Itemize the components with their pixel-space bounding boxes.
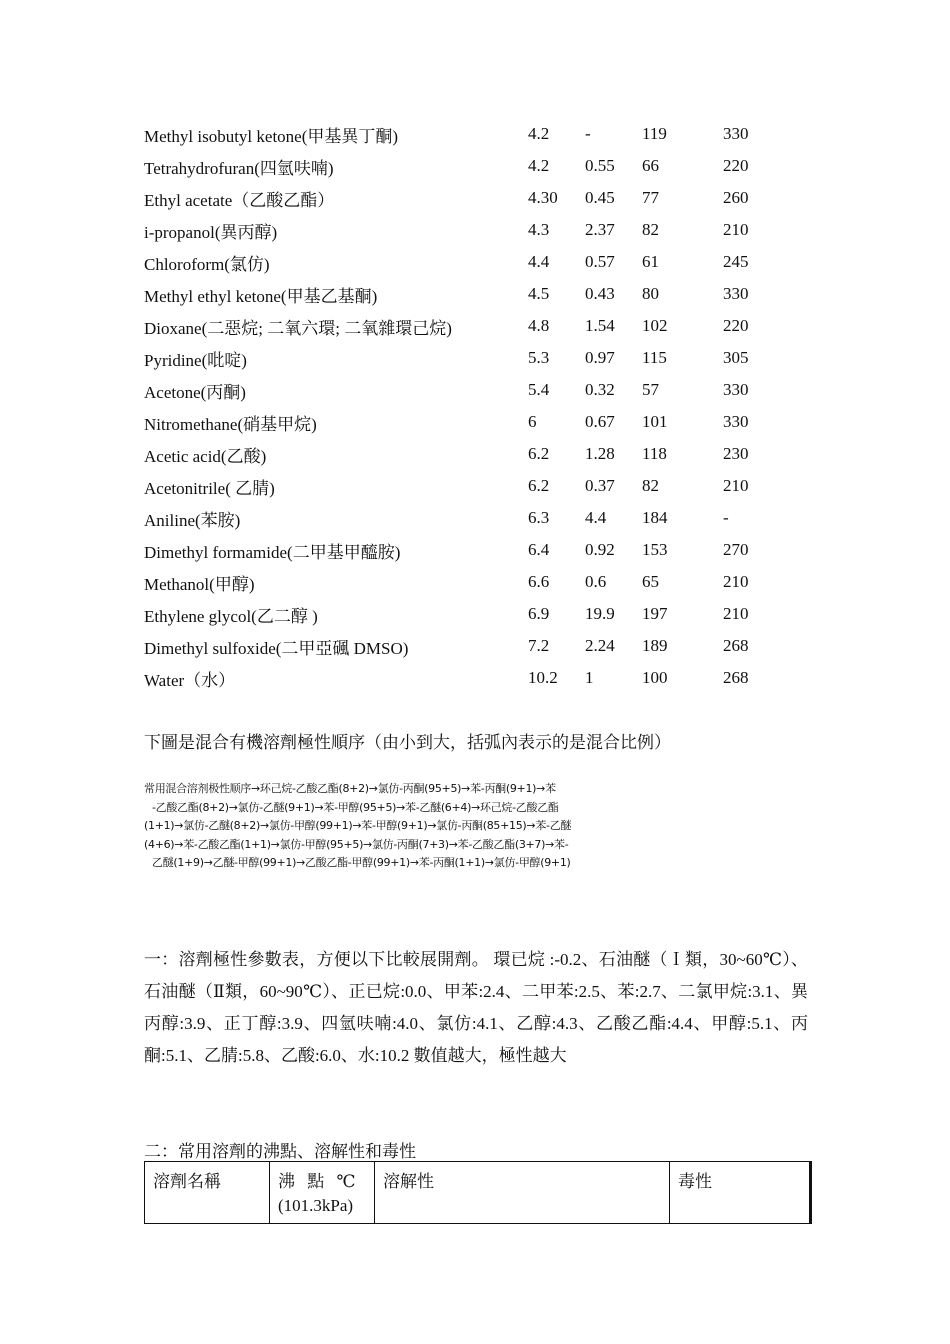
polarity-index-cell: 5.3 <box>528 348 550 367</box>
polarity-index-cell: 6.2 <box>528 476 550 495</box>
polarity-index-cell: 6.3 <box>528 508 550 527</box>
table-row <box>144 662 783 694</box>
boiling-point-cell: 100 <box>642 668 668 687</box>
uv-cutoff-cell: - <box>723 508 729 527</box>
viscosity-cell: 2.37 <box>585 220 615 239</box>
boiling-point-cell: 77 <box>642 188 659 207</box>
viscosity-cell: 0.67 <box>585 412 615 431</box>
boiling-point-cell: 115 <box>642 348 667 367</box>
mixed-polarity-line: 常用混合溶剂极性顺序→环己烷-乙酸乙酯(8+2)→氯仿-丙酮(95+5)→苯-丙酮(9+1)→苯 <box>144 782 556 795</box>
table-row <box>144 470 783 502</box>
uv-cutoff-cell: 330 <box>723 284 749 303</box>
uv-cutoff-cell: 230 <box>723 444 749 463</box>
polarity-index-cell: 4.2 <box>528 156 550 175</box>
polarity-index-cell: 4.5 <box>528 284 550 303</box>
header-boiling-point <box>270 1162 375 1224</box>
polarity-index-cell: 6.2 <box>528 444 550 463</box>
table-row <box>144 150 783 182</box>
viscosity-cell: 0.45 <box>585 188 615 207</box>
solvent-name-cell: Aniline(苯胺) <box>144 510 241 530</box>
mixed-polarity-line: (1+1)→氯仿-乙醚(8+2)→氯仿-甲醇(99+1)→苯-甲醇(9+1)→氯仿-丙酮(85+15)→苯-乙醚 <box>144 819 572 832</box>
solvent-name-cell: Acetic acid(乙酸) <box>144 446 267 466</box>
solvent-name-cell: Chloroform(氯仿) <box>144 254 270 274</box>
table-row <box>144 182 783 214</box>
viscosity-cell: 0.92 <box>585 540 615 559</box>
polarity-index-cell: 4.8 <box>528 316 550 335</box>
uv-cutoff-cell: 330 <box>723 380 749 399</box>
table-row <box>144 118 783 150</box>
polarity-index-cell: 7.2 <box>528 636 550 655</box>
uv-cutoff-cell: 210 <box>723 476 749 495</box>
viscosity-cell: 2.24 <box>585 636 615 655</box>
boiling-point-cell: 101 <box>642 412 668 431</box>
boiling-point-cell: 189 <box>642 636 668 655</box>
uv-cutoff-cell: 268 <box>723 668 749 687</box>
polarity-index-cell: 6.6 <box>528 572 550 591</box>
mixed-polarity-line: (4+6)→苯-乙酸乙酯(1+1)→氯仿-甲醇(95+5)→氯仿-丙酮(7+3)→苯-乙酸乙酯(3+7)→苯- <box>144 837 569 851</box>
uv-cutoff-cell: 210 <box>723 220 749 239</box>
polarity-index-cell: 6.9 <box>528 604 550 623</box>
solvent-name-cell: Methyl ethyl ketone(甲基乙基酮) <box>144 286 378 306</box>
table-row <box>144 630 783 662</box>
uv-cutoff-cell: 270 <box>723 540 749 559</box>
solvent-name-cell: Methyl isobutyl ketone(甲基異丁酮) <box>144 126 399 146</box>
polarity-index-cell: 10.2 <box>528 668 558 687</box>
boiling-point-cell: 119 <box>642 124 667 143</box>
viscosity-cell: 1 <box>585 668 594 687</box>
viscosity-cell: 0.97 <box>585 348 615 367</box>
boiling-point-cell: 197 <box>642 604 668 623</box>
boiling-point-cell: 61 <box>642 252 659 271</box>
boiling-point-cell: 184 <box>642 508 668 527</box>
table-row <box>144 406 783 438</box>
solvent-polarity-table <box>144 118 783 694</box>
viscosity-cell: - <box>585 124 591 143</box>
solvent-name-cell: Ethylene glycol(乙二醇 ) <box>144 606 318 626</box>
viscosity-cell: 0.6 <box>585 572 607 591</box>
boiling-point-cell: 102 <box>642 316 668 335</box>
uv-cutoff-cell: 330 <box>723 124 749 143</box>
boiling-point-cell: 82 <box>642 476 659 495</box>
viscosity-cell: 1.54 <box>585 316 615 335</box>
polarity-index-cell: 4.4 <box>528 252 550 271</box>
viscosity-cell: 0.43 <box>585 284 615 303</box>
boiling-point-cell: 118 <box>642 444 667 463</box>
table-row <box>144 438 783 470</box>
viscosity-cell: 0.32 <box>585 380 615 399</box>
solvent-name-cell: Ethyl acetate（乙酸乙酯） <box>144 190 335 210</box>
table-row <box>144 246 783 278</box>
table-row <box>144 278 783 310</box>
uv-cutoff-cell: 330 <box>723 412 749 431</box>
polarity-index-cell: 4.3 <box>528 220 550 239</box>
boiling-point-cell: 66 <box>642 156 659 175</box>
viscosity-cell: 0.37 <box>585 476 615 495</box>
polarity-index-cell: 4.30 <box>528 188 558 207</box>
polarity-parameter-paragraph: 一：溶劑極性參數表，方便以下比較展開劑。 環已烷 :-0.2、石油醚（Ｉ類，30~60℃）、石油醚（Ⅱ類，60~90℃）、正已烷:0.0、甲苯:2.4、二甲苯:2.5、苯:2.7、二氯甲烷:3.1、異丙醇:3.9、正丁醇:3.9、四氫呋喃:4.0、氯仿:4.1、乙醇:4.3、乙酸乙酯:4.4、甲醇:5.1、丙酮:5.1、乙腈:5.8、乙酸:6.0、水:10.2 數值越大，極性越大 <box>144 950 808 1065</box>
solvent-properties-table <box>144 1161 812 1224</box>
solvent-name-cell: Methanol(甲醇) <box>144 574 255 594</box>
solvent-name-cell: Dimethyl sulfoxide(二甲亞碸 DMSO) <box>144 638 409 658</box>
viscosity-cell: 4.4 <box>585 508 607 527</box>
polarity-index-cell: 5.4 <box>528 380 550 399</box>
solvent-name-cell: Water（水） <box>144 670 236 690</box>
table-row <box>144 214 783 246</box>
mixed-polarity-line: 乙醚(1+9)→乙醚-甲醇(99+1)→乙酸乙酯-甲醇(99+1)→苯-丙酮(1+1)→氯仿-甲醇(9+1) <box>152 856 571 869</box>
table-row <box>144 566 783 598</box>
polarity-index-cell: 6.4 <box>528 540 550 559</box>
mixed-solvent-caption: 下圖是混合有機溶劑極性順序（由小到大，括弧內表示的是混合比例） <box>144 733 671 752</box>
table-row <box>144 598 783 630</box>
table-header-row <box>145 1162 811 1224</box>
header-solvent-name: 溶劑名稱 <box>145 1162 270 1224</box>
uv-cutoff-cell: 220 <box>723 156 749 175</box>
header-boiling-point-label: 沸 點 ℃ <box>278 1172 356 1191</box>
solvent-name-cell: Pyridine(吡啶) <box>144 350 247 370</box>
uv-cutoff-cell: 260 <box>723 188 749 207</box>
header-toxicity: 毒性 <box>670 1162 811 1224</box>
header-boiling-point-pressure: (101.3kPa) <box>278 1196 354 1215</box>
solvent-name-cell: Dimethyl formamide(二甲基甲醯胺) <box>144 542 401 562</box>
table-row <box>144 534 783 566</box>
uv-cutoff-cell: 210 <box>723 604 749 623</box>
solvent-name-cell: Acetone(丙酮) <box>144 382 246 402</box>
boiling-point-cell: 57 <box>642 380 659 399</box>
table-row <box>144 502 783 534</box>
polarity-index-cell: 4.2 <box>528 124 550 143</box>
viscosity-cell: 0.55 <box>585 156 615 175</box>
uv-cutoff-cell: 210 <box>723 572 749 591</box>
viscosity-cell: 19.9 <box>585 604 615 623</box>
uv-cutoff-cell: 305 <box>723 348 749 367</box>
mixed-solvent-polarity-image <box>144 780 664 873</box>
table-row <box>144 374 783 406</box>
uv-cutoff-cell: 220 <box>723 316 749 335</box>
boiling-point-cell: 153 <box>642 540 668 559</box>
boiling-point-cell: 80 <box>642 284 659 303</box>
solvent-name-cell: Tetrahydrofuran(四氫呋喃) <box>144 158 334 178</box>
mixed-polarity-line: -乙酸乙酯(8+2)→氯仿-乙醚(9+1)→苯-甲醇(95+5)→苯-乙醚(6+4)→环己烷-乙酸乙酯 <box>152 800 559 814</box>
section-title-boiling-point: 二：常用溶劑的沸點、溶解性和毒性 <box>144 1142 416 1161</box>
boiling-point-cell: 65 <box>642 572 659 591</box>
viscosity-cell: 1.28 <box>585 444 615 463</box>
uv-cutoff-cell: 245 <box>723 252 749 271</box>
solvent-name-cell: Dioxane(二惡烷; 二氧六環; 二氧雜環己烷) <box>144 318 452 338</box>
boiling-point-cell: 82 <box>642 220 659 239</box>
solvent-name-cell: i-propanol(異丙醇) <box>144 222 278 242</box>
polarity-index-cell: 6 <box>528 412 537 431</box>
solvent-name-cell: Acetonitrile( 乙腈) <box>144 478 275 498</box>
uv-cutoff-cell: 268 <box>723 636 749 655</box>
header-solubility: 溶解性 <box>375 1162 670 1224</box>
table-row <box>144 310 783 342</box>
viscosity-cell: 0.57 <box>585 252 615 271</box>
solvent-name-cell: Nitromethane(硝基甲烷) <box>144 414 317 434</box>
table-row <box>144 342 783 374</box>
